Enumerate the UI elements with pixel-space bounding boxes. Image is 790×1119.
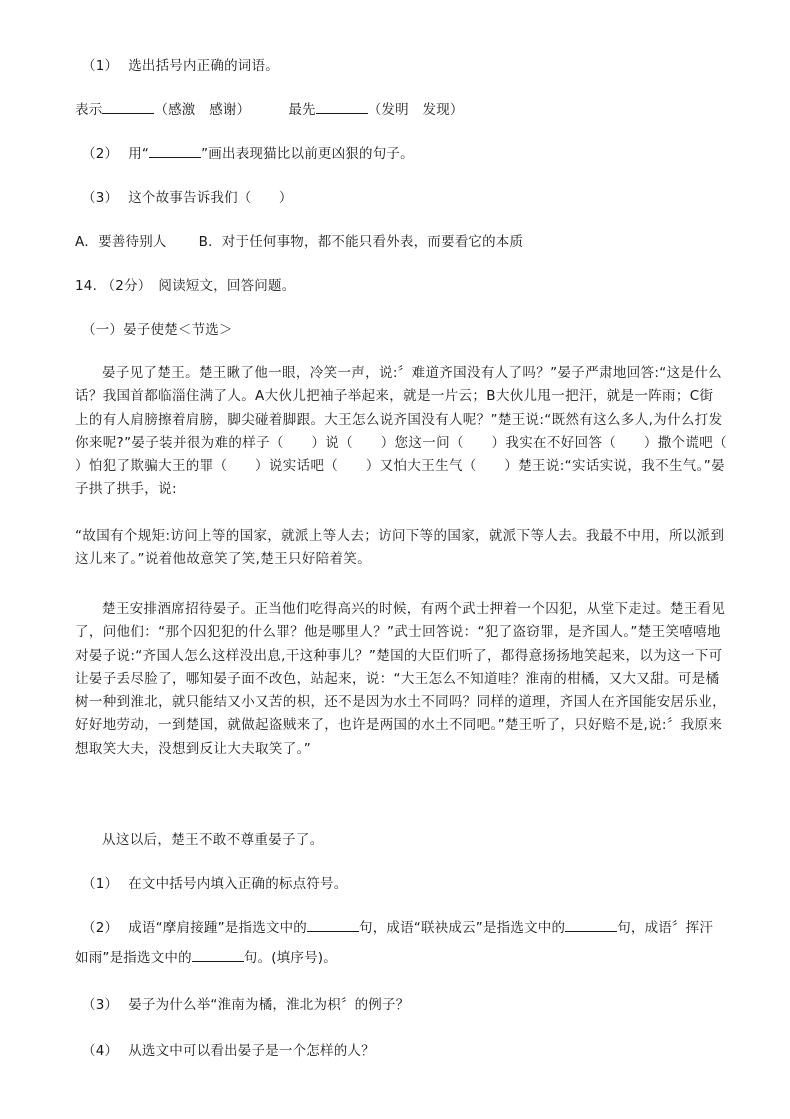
q14-sub2-label: （2） [82,920,119,936]
passage-paragraph-3: 从这以后，楚王不敢不尊重晏子了。 [102,832,324,848]
q14-sub2-text-e: 句。(填序号)。 [243,950,337,966]
q14-sub2-blank-3[interactable] [192,949,244,962]
q13-sub3-text: 这个故事告诉我们（ ） [128,190,293,206]
q14-sub1-text: 在文中括号内填入正确的标点符号。 [128,876,348,892]
q14-sub4-text: 从选文中可以看出晏子是一个怎样的人？ [128,1043,375,1059]
q13-sub1 [82,57,279,75]
q13-sub2-text-before: 用“ [128,146,150,162]
q14-sub1-label: （1） [82,876,119,892]
q14-sub4 [82,1042,375,1060]
choice-a-options: （感激 感谢） [154,102,251,118]
q13-sub2 [82,145,414,163]
passage-paragraph-2: 楚王安排酒席招待晏子。正当他们吃得高兴的时候，有两个武士押着一个囚犯，从堂下走过。楚王看见了，问他们：“那个囚犯犯的什么罪？他是哪里人？”武士回答说：“犯了盗窃罪，是齐国人。”楚王笑嘻嘻地对晏子说:“齐国人怎么这样没出息,干这种事儿？”楚国的大臣们听了，都得意扬扬地笑起来，以为这一下可让晏子丢尽脸了，哪知晏子面不改色，站起来，说：“大王怎么不知道哇？淮南的柑橘，又大又甜。可是橘树一种到淮北，就只能结又小又苦的枳，还不是因为水土不同吗？同样的道理，齐国人在齐国能安居乐业，好好地劳动，一到楚国，就做起盗贼来了，也许是两国的水土不同吧。”楚王听了，只好赔不是,说:〞我原来想取笑大夫，没想到反让大夫取笑了。” [75,601,726,757]
choice-a-blank[interactable] [102,101,154,114]
choice-b-blank[interactable] [316,101,368,114]
q14-sub2-continued [75,949,337,967]
q13-sub3-label: （3） [82,190,119,206]
q13-sub2-text-after: ”画出表现猫比以前更凶狠的句子。 [201,146,414,162]
option-b[interactable]: B．对于任何事物，都不能只看外表，而要看它的本质 [198,234,524,250]
q13-choices [75,101,464,119]
option-a[interactable]: A．要善待别人 [75,234,167,250]
q14-sub2-blank-2[interactable] [565,919,617,932]
choice-a-prefix: 表示 [75,102,103,118]
q13-sub2-label: （2） [82,146,119,162]
q14-sub3-text: 晏子为什么举“淮南为橘，淮北为枳〞的例子？ [128,997,410,1013]
q13-sub1-label: （1） [82,58,119,74]
q14-sub3 [82,996,409,1014]
q14-sub2-text-d: 如雨”是指选文中的 [75,950,192,966]
q13-sub1-text: 选出括号内正确的词语。 [128,58,279,74]
q14-sub2-text-b: 句，成语“联袂成云”是指选文中的 [359,920,566,936]
q14-sub4-label: （4） [82,1043,119,1059]
q13-sub3 [82,189,293,207]
q14-sub3-label: （3） [82,997,119,1013]
q14-section-title: （一）晏子使楚＜节选＞ [82,322,233,338]
q14-sub2-text-c: 句，成语〞挥汗 [617,920,714,936]
choice-b-prefix: 最先 [288,102,316,118]
passage-paragraph-1: 晏子见了楚王。楚王瞅了他一眼，冷笑一声，说:〞难道齐国没有人了吗？”晏子严肃地回答:“这是什么话？我国首都临淄住满了人。A大伙儿把袖子举起来，就是一片云；B大伙儿甩一把汗，就是一阵雨；C街上的有人肩膀擦着肩膀，脚尖碰着脚跟。大王怎么说齐国没有人呢？”楚王说:“既然有这么多人,为什么打发你来呢?”晏子装并很为难的样子（ ）说（ ）您这一问（ ）我实在不好回答（ ）撒个谎吧（ ）怕犯了欺骗大王的罪（ ）说实话吧（ ）又怕大王生气（ ）楚王说:“实话实说，我不生气。”晏子拱了拱手，说: [75,365,755,498]
q14-sub2 [82,919,713,937]
q14-sub2-blank-1[interactable] [307,919,359,932]
choice-b-options: （发明 发现） [367,102,464,118]
passage-paragraph-1-tail: “故国有个规矩:访问上等的国家，就派上等人去；访问下等的国家，就派下等人去。我最不中用，所以派到这儿来了。”说着他故意笑了笑,楚王只好陪着笑。 [75,528,725,568]
q14-sub2-text-a: 成语“摩肩接踵”是指选文中的 [128,920,307,936]
q13-options [75,233,523,251]
q14-sub1 [82,875,347,893]
q14-header: 14. （2分） 阅读短文，回答问题。 [75,278,296,294]
q13-sub2-blank[interactable] [149,145,201,158]
